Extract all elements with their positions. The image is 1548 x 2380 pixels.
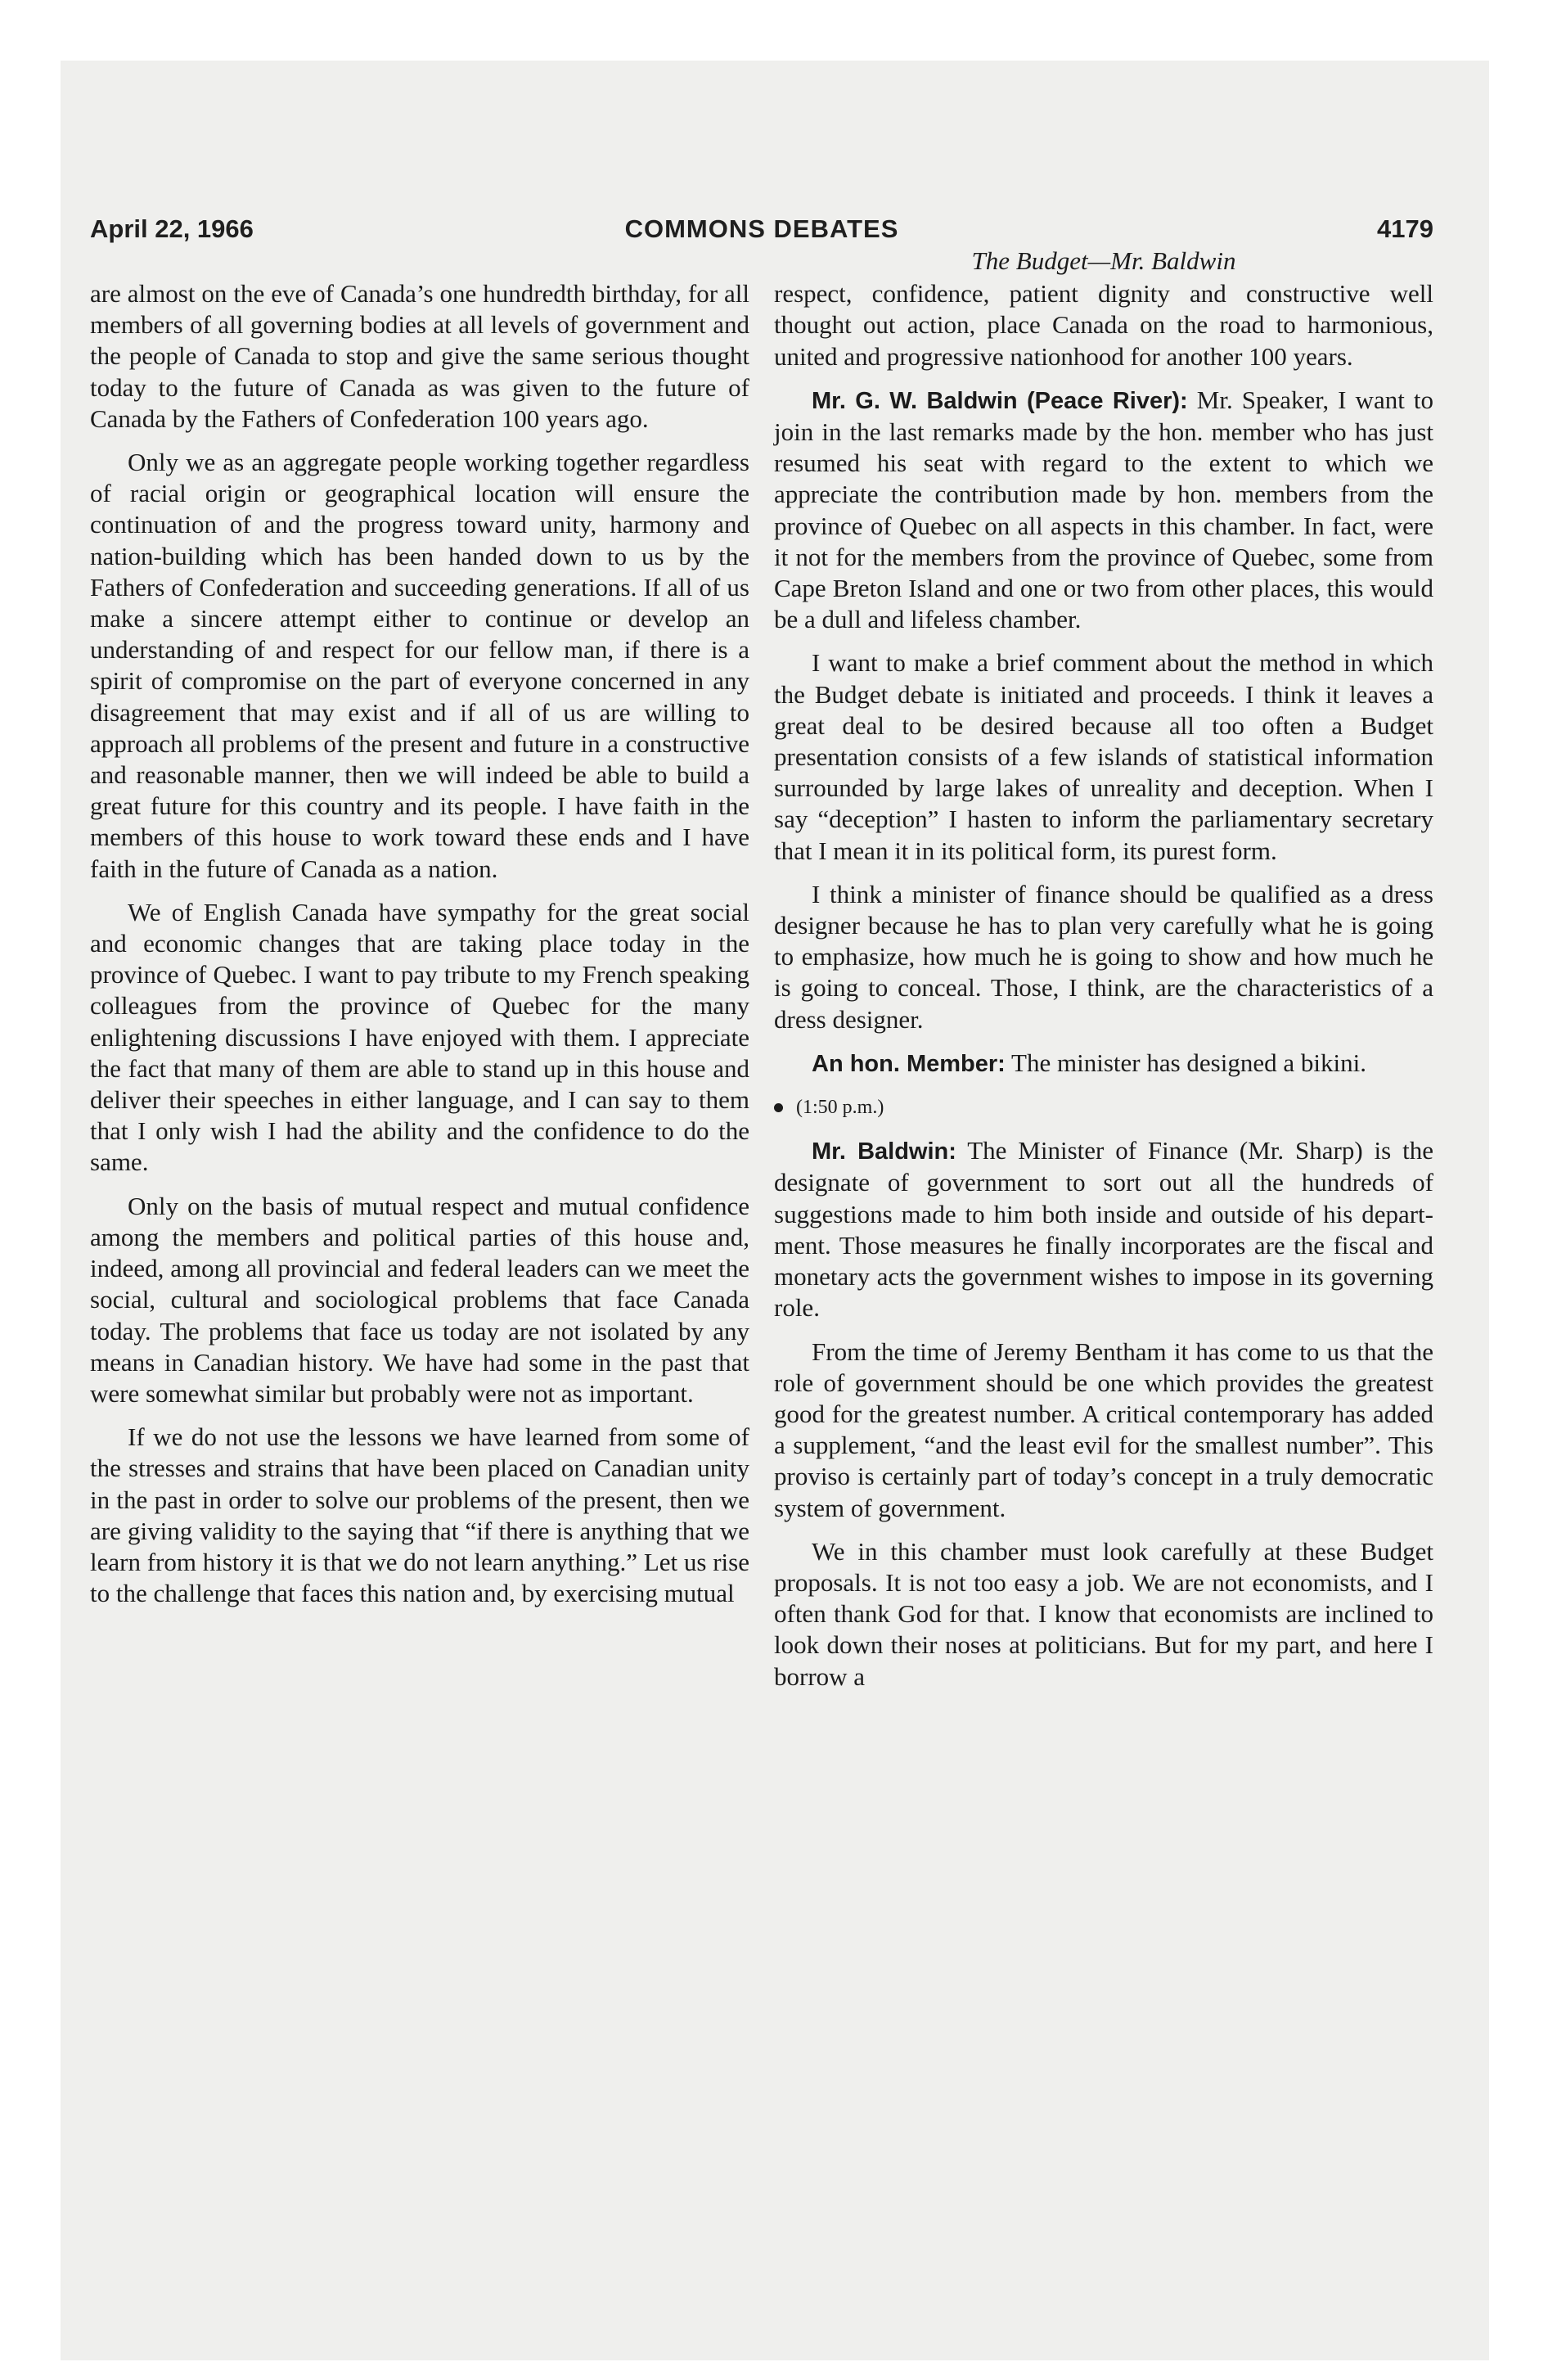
paragraph: respect, confidence, patient dignity and constructive well thought out action, place Canada on the road to harmonious, united and progressive nationhood for another 100 years.	[774, 279, 1433, 371]
speech-text: The minister has designed a bikini.	[1011, 1048, 1366, 1077]
time-stamp	[774, 1092, 1433, 1123]
paragraph: Only on the basis of mutual respect and mutual confidence among the members and political parties of this house and, indeed, among all provincial and federal leaders can we meet the social, cultural and sociological problems that face Canada today. The problems that face us today are not isolated by any means in Canadian history. We have had some in the past that were somewhat similar but probably were not as important.	[90, 1191, 749, 1408]
header-title: COMMONS DEBATES	[624, 214, 899, 243]
paragraph: If we do not use the lessons we have learned from some of the stresses and strains that have been placed on Canadian unity in the past in order to solve our problems of the present, then we are giving validity to the saying that “if there is anything that we learn from history it is that we do not learn anything.” Let us rise to the challenge that faces this nation and, by exercising mutual	[90, 1422, 749, 1608]
page-header	[90, 214, 1433, 247]
section-subhead: The Budget—Mr. Baldwin	[971, 246, 1236, 275]
speaker-name: Mr. G. W. Baldwin (Peace River):	[812, 387, 1188, 414]
left-column	[90, 278, 749, 1621]
speech-text: Mr. Speaker, I want to join in the last remarks made by the hon. member who has just resumed his seat with regard to the extent to which we appreciate the contribution made by hon. members from the province of Quebec on all aspects in this chamber. In fact, were it not for the members from the province of Quebec, some from Cape Breton Island and one or two from other places, this would be a dull and lifeless chamber.	[774, 385, 1433, 634]
speech-paragraph	[774, 1135, 1433, 1323]
paragraph: We of English Canada have sympathy for the great social and economic changes that are taking place today in the province of Quebec. I want to pay tribute to my French speaking colleagues from the province of Quebec for the many enlightening discussions I have enjoyed with them. I appreciate the fact that many of them are able to stand up in this house and deliver their speeches in either language, and I can say to them that I only wish I had the ability and the confidence to do the same.	[90, 897, 749, 1177]
header-date: April 22, 1966	[90, 214, 254, 243]
interjection-paragraph	[774, 1048, 1433, 1080]
paragraph: We in this chamber must look carefully at these Budget proposals. It is not too easy a job. We are not economists, and I often thank God for that. I know that economists are inclined to look down their noses at politicians. But for my part, and here I borrow a	[774, 1536, 1433, 1691]
paragraph: From the time of Jeremy Bentham it has come to us that the role of government should be one which provides the greatest good for the greatest number. A critical contemporary has added a supplement, “and the least evil for the smallest number”. This proviso is certainly part of today’s concept in a truly democratic system of government.	[774, 1336, 1433, 1522]
paragraph: I want to make a brief comment about the method in which the Budget debate is initiated and proceeds. I think it leaves a great deal to be desired because all too often a Budget presentation consists of a few islands of statistical information surrounded by large lakes of unreality and deception. When I say “deception” I hasten to inform the parliamentary secretary that I mean it in its political form, its purest form.	[774, 648, 1433, 865]
bullet-icon	[774, 1103, 783, 1112]
speech-text: The Minister of Finance (Mr. Sharp) is the designate of government to sort out all the hundreds of suggestions made to him both inside and outside of his department. Those measures he finally incorporates are the fiscal and monetary acts the government wishes to impose in its governing role.	[774, 1136, 1433, 1323]
speaker-name: An hon. Member:	[812, 1050, 1006, 1077]
header-page-number: 4179	[1377, 214, 1433, 243]
paragraph: Only we as an aggregate people working together regardless of racial origin or geographical location will ensure the continuation of and the progress toward unity, harmony and nation-building which has been handed down to us by the Fathers of Confederation and succeeding generations. If all of us make a sincere attempt either to continue or develop an understanding of and respect for our fellow man, if there is a spirit of compromise on the part of everyone concerned in any disagreement that may exist and if all of us are willing to approach all problems of the present and future in a constructive and reasonable manner, then we will indeed be able to build a great future for this country and its people. I have faith in the members of this house to work toward these ends and I have faith in the future of Canada as a nation.	[90, 448, 749, 883]
speech-paragraph	[774, 385, 1433, 636]
speaker-name: Mr. Baldwin:	[812, 1138, 956, 1165]
time-text: (1:50 p.m.)	[796, 1097, 884, 1119]
right-column	[774, 246, 1433, 1705]
paragraph: I think a minister of finance should be qualified as a dress designer because he has to plan very carefully what he is going to emphasize, how much he is going to show and how much he is going to conceal. Those, I think, are the characteristics of a dress designer.	[774, 879, 1433, 1034]
paragraph: are almost on the eve of Canada’s one hundredth birthday, for all members of all governing bodies at all levels of government and the people of Canada to stop and give the same serious thought today to the future of Canada as was given to the future of Canada by the Fathers of Confederation 100 years ago.	[90, 279, 749, 433]
